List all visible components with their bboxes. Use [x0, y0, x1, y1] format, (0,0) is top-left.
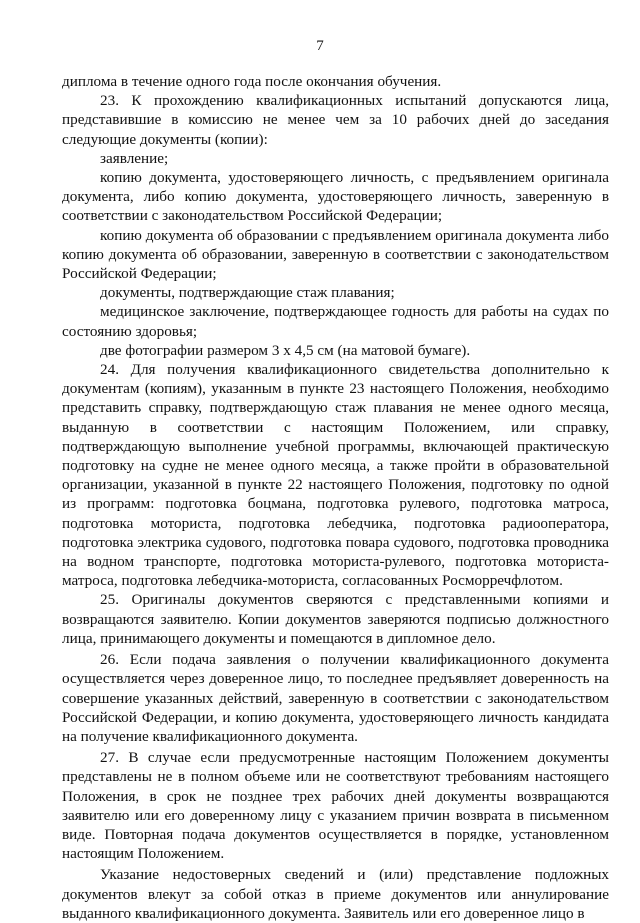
list-item-education-document: копию документа об образовании с предъявлением оригинала документа либо копию документа об образовании, заверенную в соответствии с законодательством Российской Федерации;	[62, 226, 609, 283]
list-item-sailing-experience: документы, подтверждающие стаж плавания;	[100, 284, 395, 302]
paragraph-23: 23. К прохождению квалификационных испытаний допускаются лица, представившие в комиссию не менее чем за 10 рабочих дней до заседания следующие документы (копии):	[62, 92, 609, 148]
paragraph-24: 24. Для получения квалификационного свидетельства дополнительно к документам (копиям), указанным в пункте 23 настоящего Положения, необходимо представить справку, подтверждающую стаж плавания не менее одного месяца, выданную в соответствии с настоящим Положением, или справку, подтверждающую выполнение учебной программы, включающей практическую подготовку на судне не менее одного месяца, а также пройти в образовательной организации, указанной в пункте 22 настоящего Положения, подготовку по одной из программ: подготовка боцмана, подготовка рулевого, подготовка матроса, подготовка моториста, подготовка лебедчика, подготовка радиооператора, подготовка электрика судового, подготовка повара судового, подготовка проводника на водном транспорте, подготовка моториста-рулевого, подготовка моториста-матроса, подготовка лебедчика-моториста, согласованных Росморречфлотом.	[62, 361, 609, 590]
document-body	[62, 72, 609, 923]
paragraph-26: 26. Если подача заявления о получении квалификационного документа осуществляется через доверенное лицо, то последнее предъявляет доверенность на совершение указанных действий, заверенную в соответствии с законодательством Российской Федерации, и копию документа, удостоверяющего личность кандидата на получение квалификационного документа.	[62, 651, 609, 745]
list-item-medical-certificate: медицинское заключение, подтверждающее годность для работы на судах по состоянию здоровья;	[62, 303, 609, 340]
paragraph-27-continuation: Указание недостоверных сведений и (или) представление подложных документов влекут за собой отказ в приеме документов или аннулирование выданного квалификационного документа. Заявитель или его доверенное лицо в	[62, 866, 609, 922]
list-item-identity-document: копию документа, удостоверяющего личность, с предъявлением оригинала документа, либо копию документа, удостоверяющего личность, заверенную в соответствии с законодательством Российской Федерации;	[62, 169, 609, 225]
paragraph-27: 27. В случае если предусмотренные настоящим Положением документы представлены не в полном объеме или не соответствуют требованиям настоящего Положения, в срок не позднее трех рабочих дней документы возвращаются заявителю или его доверенному лицу с указанием причин возврата в письменном виде. Повторная подача документов осуществляется в порядке, установленном настоящим Положением.	[62, 749, 609, 863]
page-number: 7	[316, 38, 324, 54]
paragraph-continuation: диплома в течение одного года после окончания обучения.	[62, 73, 442, 90]
paragraph-25: 25. Оригиналы документов сверяются с представленными копиями и возвращаются заявителю. Копии документов заверяются подписью должностного лица, принимающего документы и помещаются в дипломное дело.	[62, 591, 609, 647]
list-item-photos: две фотографии размером 3 х 4,5 см (на матовой бумаге).	[100, 341, 471, 359]
list-item-application: заявление;	[100, 149, 169, 167]
